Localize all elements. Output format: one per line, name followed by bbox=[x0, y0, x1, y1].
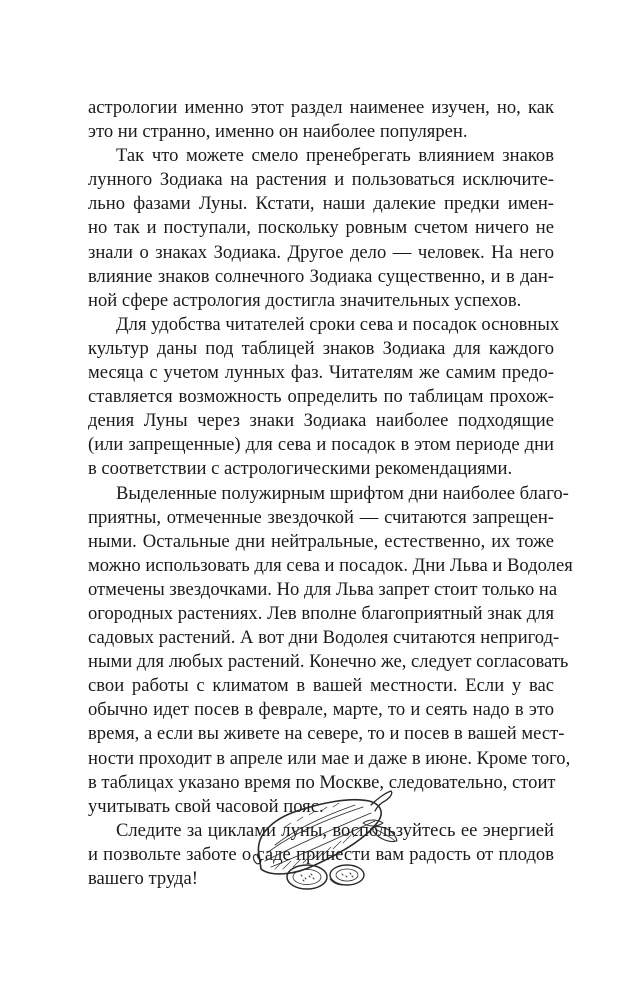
paragraph bbox=[88, 96, 554, 144]
text-line: в соответствии с астрологическими рекомендациями. bbox=[88, 458, 513, 480]
text-line: астрологии именно этот раздел наименее изучен, но, как bbox=[88, 97, 554, 118]
text-line: ными. Остальные дни нейтральные, естественно, их тоже bbox=[88, 530, 554, 552]
text-line: Следите за циклами луны, воспользуйтесь ее энергией bbox=[116, 819, 554, 841]
text-line: учитывать свой часовой пояс. bbox=[88, 795, 324, 817]
text-line: садовых растений. А вот дни Водолея считаются непригод- bbox=[88, 627, 560, 649]
text-line: вашего труда! bbox=[88, 868, 198, 889]
text-line: отмечены звездочками. Но для Льва запрет стоит только на bbox=[88, 578, 558, 600]
text-line: дения Луны через знаки Зодиака наиболее подходящие bbox=[88, 410, 554, 432]
text-line: огородных растениях. Лев вполне благоприятный знак для bbox=[88, 602, 554, 624]
text-line: месяца с учетом лунных фаз. Читателям же самим предо- bbox=[88, 362, 554, 384]
text-line: знали о знаках Зодиака. Другое дело — человек. На него bbox=[88, 241, 554, 263]
text-line: культур даны под таблицей знаков Зодиака для каждого bbox=[88, 337, 554, 359]
text-line: можно использовать для сева и посадок. Дни Льва и Водолея bbox=[88, 554, 573, 576]
text-line: ной сфере астрология достигла значительных успехов. bbox=[88, 289, 522, 311]
text-line: (или запрещенные) для сева и посадок в этом периоде дни bbox=[88, 434, 554, 456]
zucchini-icon bbox=[245, 783, 405, 895]
text-line: и позвольте заботе о саде принести вам радость от плодов bbox=[88, 843, 554, 865]
paragraph bbox=[88, 144, 554, 313]
text-line: лунного Зодиака на растения и пользоваться исключите- bbox=[88, 169, 554, 191]
paragraph bbox=[88, 482, 573, 819]
text-line: льно фазами Луны. Кстати, наши далекие предки имен- bbox=[88, 193, 554, 215]
text-line: Для удобства читателей сроки сева и посадок основных bbox=[116, 313, 560, 335]
text-line: влияние знаков солнечного Зодиака существенно, и в дан- bbox=[88, 265, 554, 287]
text-line: время, а если вы живете на севере, то и посев в вашей мест- bbox=[88, 723, 565, 745]
text-line: приятны, отмеченные звездочкой — считаются запрещен- bbox=[88, 506, 554, 528]
text-line: это ни странно, именно он наиболее популярен. bbox=[88, 121, 468, 143]
text-line: Выделенные полужирным шрифтом дни наиболее благо- bbox=[116, 482, 569, 504]
page-text bbox=[88, 96, 573, 891]
text-line: обычно идет посев в феврале, марте, то и сеять надо в это bbox=[88, 699, 554, 721]
text-line: ными для любых растений. Конечно же, следует согласовать bbox=[88, 651, 569, 673]
paragraph bbox=[88, 313, 560, 482]
text-line: Так что можете смело пренебрегать влиянием знаков bbox=[116, 145, 554, 167]
text-line: свои работы с климатом в вашей местности. Если у вас bbox=[88, 675, 554, 697]
text-line: но так и поступали, поскольку ровным счетом ничего не bbox=[88, 217, 554, 239]
text-line: ности проходит в апреле или мае и даже в июне. Кроме того, bbox=[88, 747, 571, 769]
text-line: ставляется возможность определить по таблицам прохож- bbox=[88, 386, 554, 408]
text-line: в таблицах указано время по Москве, следовательно, стоит bbox=[88, 771, 556, 793]
